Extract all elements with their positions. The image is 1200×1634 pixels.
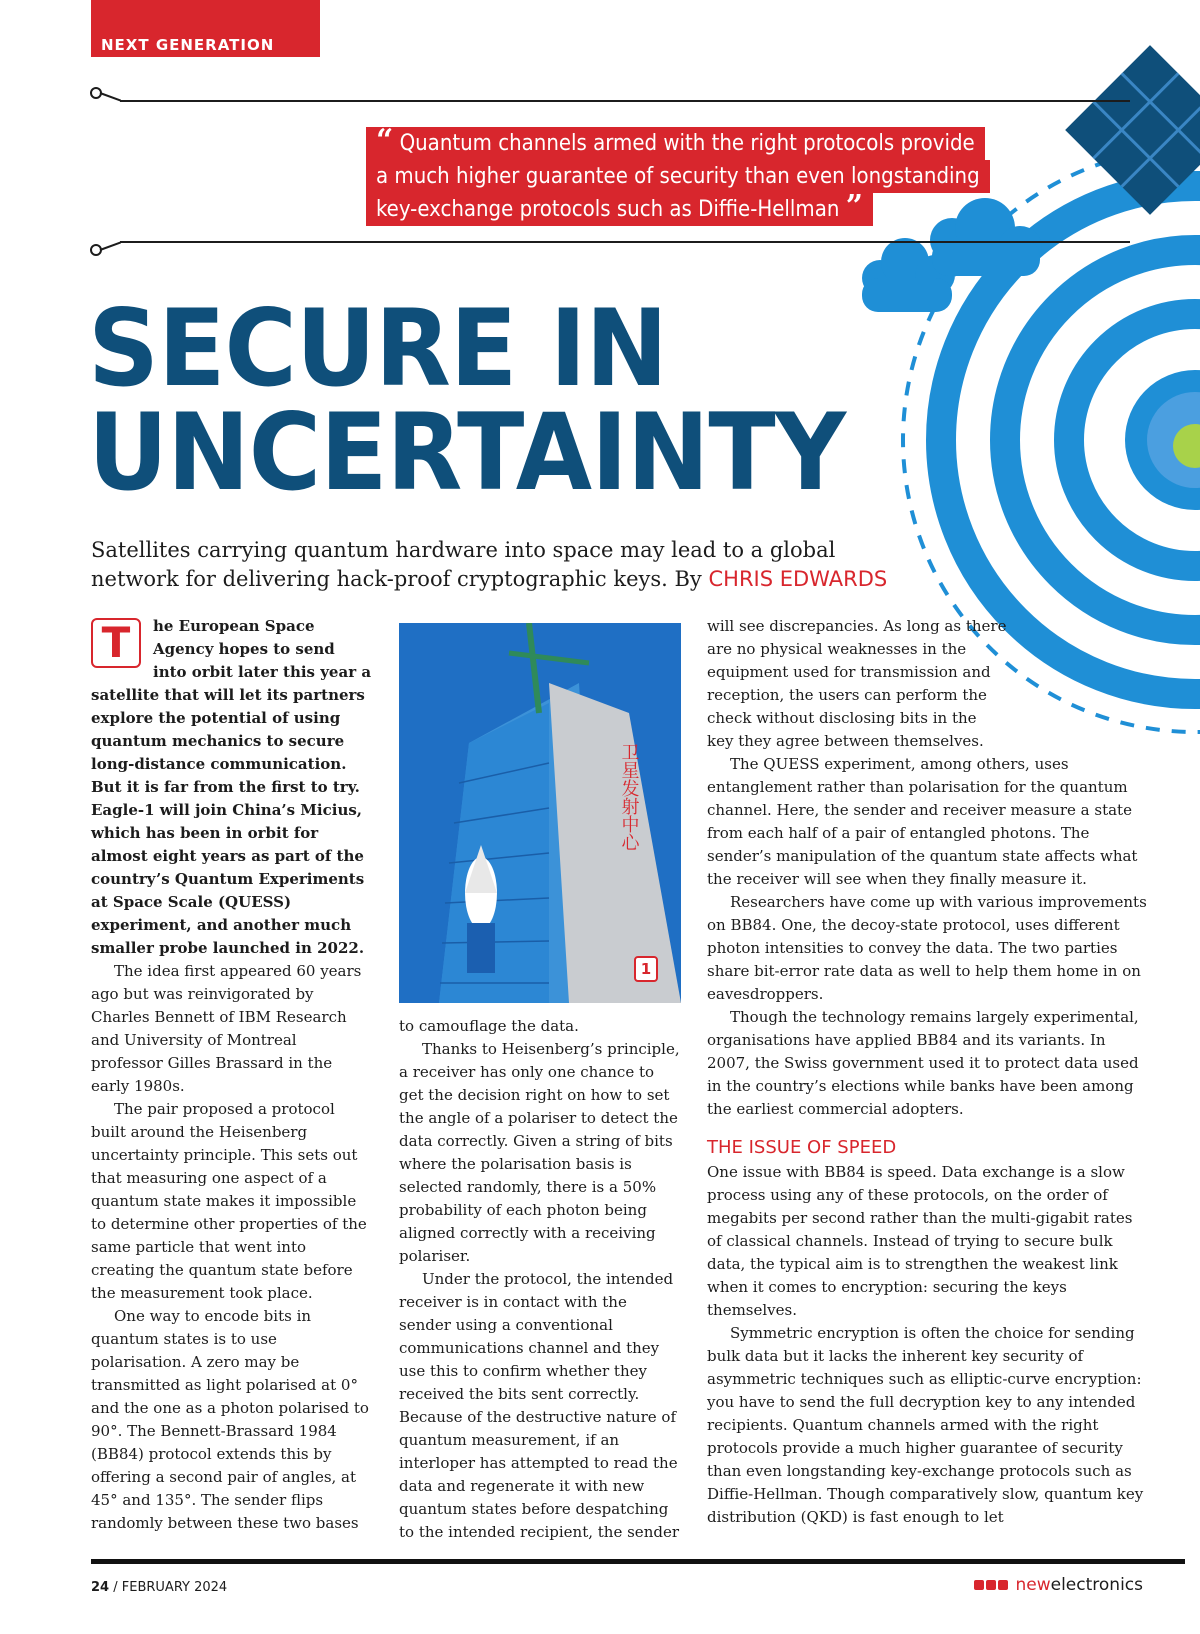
body-paragraph: Under the protocol, the intended receiver is in contact with the sender using a conventional communications channel and they use this to confirm whether they received the bits sent correctly. Because of the destructive nature of quantum measurement, if an interloper has attempted to read the data and regenerate it with new quantum states before despatching to the intended recipient, the sender: [399, 1270, 679, 1541]
section-tag: NEXT GENERATION COMMS: [91, 0, 320, 57]
pull-quote-line-3: key-exchange protocols such as Diffie-Hellman ”: [366, 193, 873, 226]
drop-cap: T: [91, 618, 141, 668]
headline-line-2: UNCERTAINTY: [88, 391, 846, 514]
folio-separator: /: [113, 1580, 118, 1595]
body-paragraph: to camouflage the data.: [399, 1017, 579, 1035]
page-number: 24: [91, 1580, 110, 1595]
body-paragraph: One issue with BB84 is speed. Data exchange is a slow process using any of these protocols, on the order of megabits per second rather than the multi-gigabit rates of classical channels. Instead of trying to secure bulk data, the typical aim is to strengthen the weakest link when it comes to encryption: securing the keys themselves.: [707, 1163, 1133, 1319]
body-column-1: [91, 615, 373, 1535]
brand-prefix: new: [1015, 1575, 1051, 1595]
footer-rule: [91, 1559, 1185, 1564]
author-byline: CHRIS EDWARDS: [708, 567, 888, 591]
publication-brand: [974, 1575, 1143, 1595]
body-paragraph: will see discrepancies. As long as there are no physical weaknesses in the equipment used for transmission and reception, the users can perform the check without disclosing bits in the key they agree between themselves.: [707, 617, 1007, 750]
close-quote-mark: ”: [845, 189, 863, 224]
subheading: THE ISSUE OF SPEED: [707, 1137, 897, 1158]
x-icon: [998, 1580, 1008, 1590]
open-quote-mark: “: [376, 123, 394, 158]
rule-line-top-main: [120, 100, 1130, 102]
body-column-2: [399, 1015, 681, 1544]
linkedin-icon: [986, 1580, 996, 1590]
body-paragraph: One way to encode bits in quantum states is to use polarisation. A zero may be transmitted as light polarised at 0° and the one as a photon polarised to 90°. The Bennett-Brassard 1984 (BB84) protocol extends this by offering a second pair of angles, at 45° and 135°. The sender flips randomly between these two bases: [91, 1307, 369, 1532]
launch-tower-photo: [399, 623, 681, 1003]
body-paragraph: The pair proposed a protocol built around the Heisenberg uncertainty principle. This sets out that measuring one aspect of a quantum state makes it impossible to determine other properties of the same particle that went into creating the quantum state before the measurement took place.: [91, 1100, 367, 1302]
pull-quote-line-2: a much higher guarantee of security than even longstanding: [366, 160, 990, 193]
photo-number-badge: 1: [634, 956, 658, 982]
launch-tower-illustration: [399, 623, 681, 1003]
issue-date: FEBRUARY 2024: [121, 1580, 228, 1595]
body-paragraph: The idea first appeared 60 years ago but was reinvigorated by Charles Bennett of IBM Research and University of Montreal professor Gilles Brassard in the early 1980s.: [91, 962, 362, 1095]
standfirst-text: Satellites carrying quantum hardware into space may lead to a global network for delivering hack-proof cryptographic keys. By: [91, 538, 836, 591]
facebook-icon: [974, 1580, 984, 1590]
pull-quote-line-1: “ Quantum channels armed with the right protocols provide: [366, 127, 985, 160]
brand-suffix: electronics: [1050, 1575, 1143, 1595]
headline-line-1: SECURE IN: [88, 287, 668, 410]
body-paragraph: Symmetric encryption is often the choice for sending bulk data but it lacks the inherent key security of asymmetric techniques such as elliptic-curve encryption: you have to send the full decryption key to any intended recipients. Quantum channels armed with the right protocols provide a much higher guarantee of security than even longstanding key-exchange protocols such as Diffie-Hellman. Though comparatively slow, quantum key distribution (QKD) is fast enough to let: [707, 1324, 1144, 1526]
body-paragraph: Researchers have come up with various improvements on BB84. One, the decoy-state protocol, uses different photon intensities to convey the data. The two parties share bit-error rate data as well to help them home in on eavesdroppers.: [707, 893, 1147, 1003]
rule-line-bottom-main: [120, 241, 1130, 243]
tower-sign: 卫星发射中心: [618, 743, 640, 851]
body-column-3: [707, 615, 1147, 1529]
headline: [88, 287, 846, 514]
body-paragraph: The QUESS experiment, among others, uses entanglement rather than polarisation for the quantum channel. Here, the sender and receiver measure a state from each half of a pair of entangled photons. The sender’s manipulation of the quantum state affects what the receiver will see when they finally measure it.: [707, 755, 1138, 888]
body-paragraph: Though the technology remains largely experimental, organisations have applied BB84 and its variants. In 2007, the Swiss government used it to protect data used in the country’s elections while banks have been among the earliest commercial adopters.: [707, 1008, 1139, 1118]
pull-quote: [366, 123, 990, 226]
body-paragraph: Thanks to Heisenberg’s principle, a receiver has only one chance to get the decision right on how to set the angle of a polariser to detect the data correctly. Given a string of bits where the polarisation basis is selected randomly, there is a 50% probability of each photon being aligned correctly with a receiving polariser.: [399, 1040, 680, 1265]
lead-paragraph: T he European Space Agency hopes to send into orbit later this year a satellite that will let its partners explore the potential of using quantum mechanics to secure long-distance communication. But it is far from the first to try. Eagle-1 will join China’s Micius, which has been in orbit for almost eight years as part of the country’s Quantum Experiments at Space Scale (QUESS) experiment, and another much smaller probe launched in 2022.: [91, 617, 372, 957]
page-folio: [91, 1580, 227, 1595]
standfirst: [91, 536, 921, 594]
